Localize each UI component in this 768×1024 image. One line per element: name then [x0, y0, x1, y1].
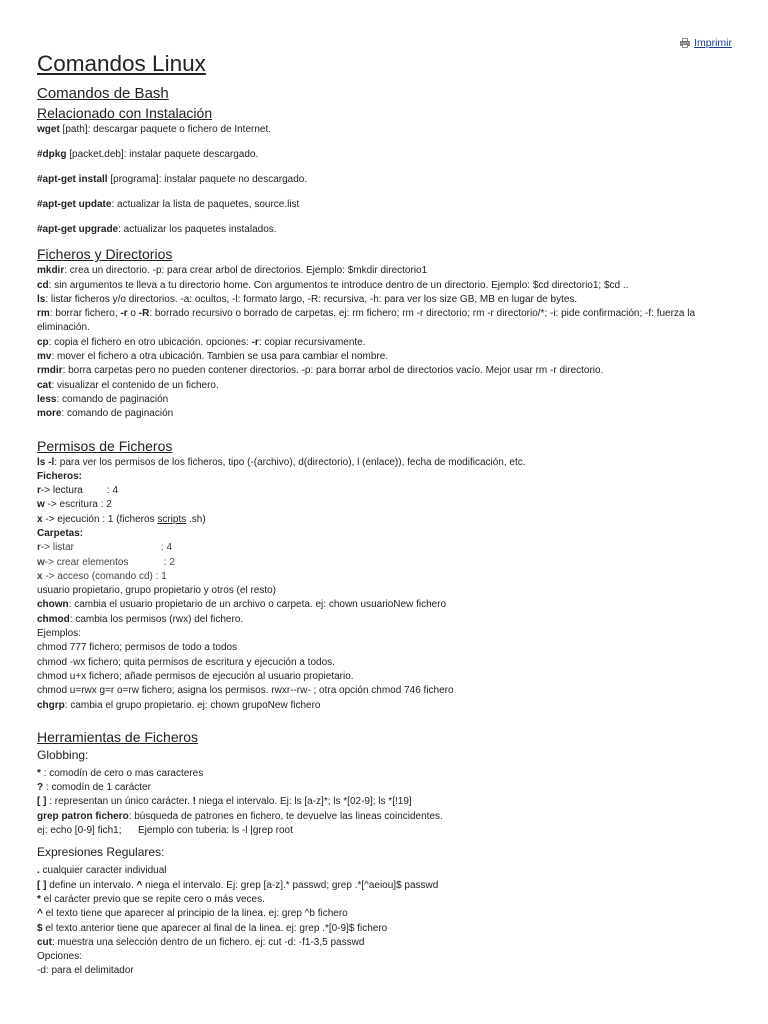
perm-w: w -> escritura : 2 — [37, 499, 112, 511]
cmd-cut: cut: muestra una selección dentro de un fichero. ej: cut -d: -f1-3,5 passwd — [37, 936, 365, 948]
cmd-rmdir: rmdir: borra carpetas pero no pueden contener directorios. -p: para borrar arbol de directorios vacío. Mejor usar rm -r directorio. — [37, 365, 604, 377]
glob-star: * : comodín de cero o mas caracteres — [37, 767, 204, 779]
perm-usuario: usuario propietario, grupo propietario y otros (el resto) — [37, 585, 277, 597]
example-line: chmod u+x fichero; añade permisos de ejecución al usuario propietario. — [37, 670, 354, 682]
cmd-apt-install: #apt-get install [programa]: instalar paquete no descargado. — [37, 173, 308, 185]
label-carpetas: Carpetas: — [37, 527, 84, 539]
print-link-label[interactable]: Imprimir — [694, 37, 732, 49]
cmd-dpkg: #dpkg [packet.deb]: instalar paquete descargado. — [37, 148, 259, 160]
regex-star: * el carácter previo que se repite cero o más veces. — [37, 893, 265, 905]
cmd-chgrp: chgrp: cambia el grupo propietario. ej: chown grupoNew fichero — [37, 699, 321, 711]
cmd-apt-upgrade: #apt-get upgrade: actualizar los paquetes instalados. — [37, 223, 277, 235]
perm-x: x -> ejecución : 1 (ficheros scripts .sh) — [37, 513, 206, 525]
subheading-expresiones: Expresiones Regulares: — [37, 845, 165, 860]
cmd-chown: chown: cambia el usuario propietario de un archivo o carpeta. ej: chown usuarioNew fichero — [37, 599, 447, 611]
example-line: chmod u=rwx g=r o=rw fichero; asigna los permisos. rwxr--rw- ; otra opción chmod 746 fichero — [37, 685, 454, 697]
label-ficheros: Ficheros: — [37, 470, 83, 482]
glob-brackets: [ ] : representan un único carácter. ! niega el intervalo. Ej: ls [a-z]*; ls *[02-9]; ls *[!19] — [37, 796, 412, 808]
label-ejemplos: Ejemplos: — [37, 628, 81, 640]
cmd-cd: cd: sin argumentos te lleva a tu directorio home. Con argumentos te introduce dentro de un directorio. Ejemplo: $cd directorio1; $cd .. — [37, 279, 629, 291]
section-heading-instalacion: Relacionado con Instalación — [37, 105, 213, 121]
perm-r: r-> lectura : 4 — [37, 485, 119, 497]
glob-question: ? : comodín de 1 carácter — [37, 782, 151, 794]
regex-dot: . cualquier caracter individual — [37, 865, 167, 877]
cmd-mkdir: mkdir: crea un directorio. -p: para crear arbol de directorios. Ejemplo: $mkdir directorio1 — [37, 265, 428, 277]
perm-folder-x: x -> acceso (comando cd) : 1 — [37, 570, 167, 582]
cmd-mv: mv: mover el fichero a otra ubicación. Tambien se usa para cambiar el nombre. — [37, 351, 389, 363]
cmd-cp: cp: copia el fichero en otro ubicación. opciones: -r: copiar recursivamente. — [37, 336, 366, 348]
cmd-cat: cat: visualizar el contenido de un fichero. — [37, 379, 219, 391]
section-heading-herramientas: Herramientas de Ficheros — [37, 728, 199, 745]
example-line: chmod -wx fichero; quita permisos de escritura y ejecución a todos. — [37, 656, 335, 668]
section-heading-permisos: Permisos de Ficheros — [37, 437, 173, 454]
regex-dollar: $ el texto anterior tiene que aparecer al final de la linea. ej: grep .*[0-9]$ fichero — [37, 922, 388, 934]
cmd-grep: grep patron fichero: búsqueda de patrones en fichero, te devuelve las lineas coincidentes. — [37, 810, 443, 822]
perm-folder-r: r-> listar : 4 — [37, 542, 173, 554]
page-title: Comandos Linux — [37, 51, 206, 76]
document-page — [37, 36, 737, 979]
page-subtitle: Comandos de Bash — [37, 85, 169, 102]
section-heading-ficheros: Ficheros y Directorios — [37, 246, 173, 263]
cmd-apt-update: #apt-get update: actualizar la lista de paquetes, source.list — [37, 198, 300, 210]
subheading-globbing: Globbing: — [37, 747, 89, 762]
example-line: chmod 777 fichero; permisos de todo a todos — [37, 642, 238, 654]
cmd-wget: wget [path]: descargar paquete o fichero de Internet. — [37, 124, 272, 135]
perm-folder-w: w-> crear elementos : 2 — [37, 556, 175, 568]
grep-example: ej: echo [0-9] fich1; Ejemplo con tuberia: ls -l |grep root — [37, 825, 293, 837]
cmd-ls: ls: listar ficheros y/o directorios. -a: ocultos, -l: formato largo, -R: recursiva, -h: para ver los size GB, MB en lugar de bytes. — [37, 293, 578, 305]
regex-caret: ^ el texto tiene que aparecer al principio de la linea. ej: grep ^b fichero — [37, 908, 348, 920]
regex-brackets: [ ] define un intervalo. ^ niega el intervalo. Ej: grep [a-z].* passwd; grep .*[^aeiou]$ passwd — [37, 879, 439, 891]
cmd-chmod: chmod: cambia los permisos (rwx) del fichero. — [37, 613, 244, 625]
option-d: -d: para el delimitador — [37, 965, 134, 977]
cmd-ls-l: ls -l: para ver los permisos de los ficheros, tipo (-(archivo), d(directorio), l (enlace)), fecha de modificación, etc. — [37, 456, 526, 468]
scripts-link[interactable]: scripts — [157, 513, 187, 525]
label-opciones: Opciones: — [37, 951, 83, 963]
cmd-less: less: comando de paginación — [37, 393, 169, 405]
cmd-rm: rm: borrar fichero, -r o -R: borrado recursivo o borrado de carpetas. ej: rm fichero; rm -r directorio; rm -r directorio/*; -i: pide confirmación; -f: fuerza la eliminación. — [37, 308, 696, 334]
cmd-more: more: comando de paginación — [37, 408, 174, 420]
